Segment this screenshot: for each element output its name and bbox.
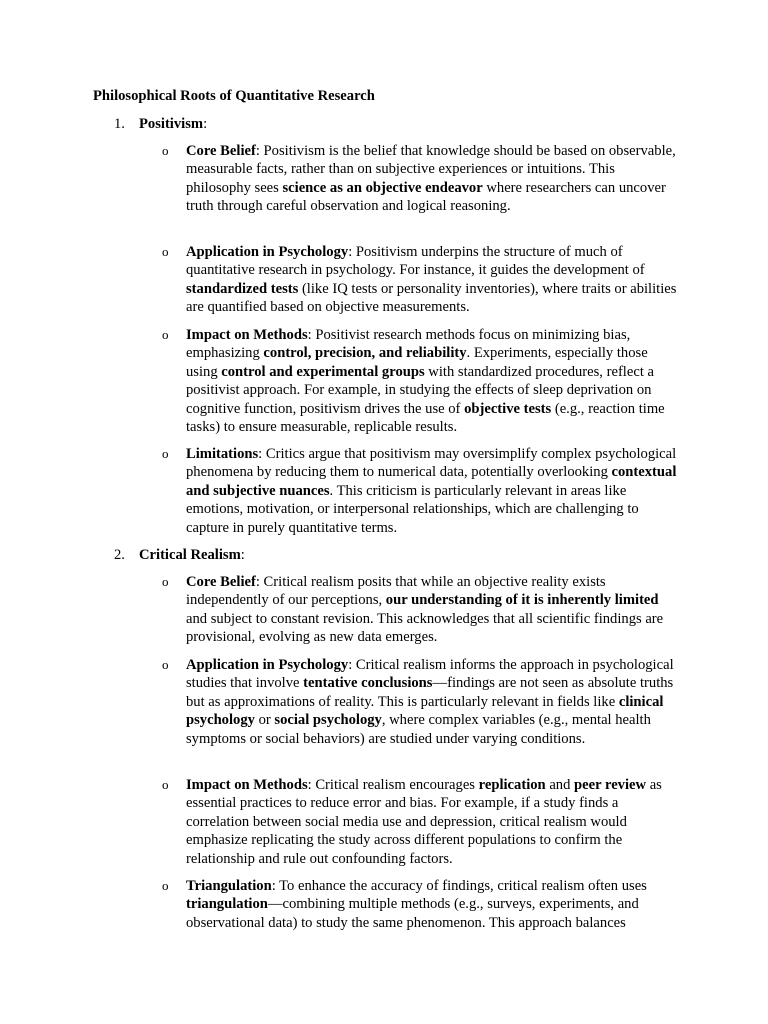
item-emphasis: our understanding of it is inherently limited bbox=[385, 592, 659, 609]
item-text: . This criticism is particularly relevant in areas like emotions, motivation, or interpersonal relationships, which are challenging to capture in purely quantitative terms. bbox=[186, 482, 639, 536]
item-text: —combining multiple methods (e.g., surveys, experiments, and observational data) to study the same phenomenon. This approach balances bbox=[186, 896, 639, 931]
bullet-marker: o bbox=[162, 574, 169, 589]
item-emphasis: tentative conclusions bbox=[303, 675, 433, 692]
item-text: as essential practices to reduce error and bias. For example, if a study finds a correlation between social media use and depression, critical realism would emphasize replicating the study across different populations to confirm the relationship and rule out confounding factors. bbox=[186, 777, 662, 867]
item-emphasis: social psychology bbox=[274, 712, 382, 729]
item-text: : Critical realism posits that while an objective reality exists independently of our perceptions, bbox=[186, 574, 606, 609]
item-heading: Core Belief bbox=[186, 574, 256, 590]
item-text: , where complex variables (e.g., mental health symptoms or social behaviors) are studied under varying conditions. bbox=[186, 712, 651, 747]
item-emphasis: science as an objective endeavor bbox=[282, 179, 483, 196]
section-heading-critical-realism bbox=[114, 546, 245, 564]
bullet-marker: o bbox=[162, 446, 169, 461]
item-text: (like IQ tests or personality inventories), where traits or abilities are quantified based on objective measurements. bbox=[186, 280, 677, 316]
section-heading-positivism bbox=[114, 115, 207, 133]
item-emphasis: objective tests bbox=[464, 400, 552, 417]
item-heading: Impact on Methods bbox=[186, 327, 308, 343]
item-text: : To enhance the accuracy of findings, critical realism often uses bbox=[271, 878, 647, 894]
bullet-marker: o bbox=[162, 657, 169, 672]
bullet-marker: o bbox=[162, 244, 169, 259]
item-heading: Application in Psychology bbox=[186, 244, 349, 260]
item-text: and bbox=[545, 777, 575, 793]
list-item bbox=[162, 243, 678, 317]
item-emphasis: control, precision, and reliability bbox=[263, 345, 467, 362]
item-emphasis: clinical psychology bbox=[186, 693, 664, 729]
item-text: (e.g., reaction time tasks) to ensure measurable, replicable results. bbox=[186, 400, 665, 436]
section-name: Positivism bbox=[139, 116, 204, 132]
list-item bbox=[162, 142, 678, 216]
document-title: Philosophical Roots of Quantitative Research bbox=[93, 88, 375, 104]
list-item bbox=[162, 326, 678, 436]
list-item bbox=[162, 776, 678, 868]
item-heading: Application in Psychology bbox=[186, 657, 349, 673]
section-number: 1. bbox=[114, 116, 125, 132]
item-emphasis: standardized tests bbox=[186, 280, 299, 297]
bullet-marker: o bbox=[162, 777, 169, 792]
item-text: : Positivism underpins the structure of much of quantitative research in psychology. For instance, it guides the development of bbox=[186, 244, 645, 279]
item-text: : Critical realism encourages bbox=[307, 777, 479, 793]
item-emphasis: triangulation bbox=[186, 896, 268, 913]
section-colon: : bbox=[240, 547, 245, 563]
item-heading: Core Belief bbox=[186, 143, 256, 159]
item-text: or bbox=[254, 712, 275, 729]
item-heading: Impact on Methods bbox=[186, 777, 308, 793]
item-emphasis: contextual and subjective nuances bbox=[186, 464, 677, 499]
list-item bbox=[162, 445, 678, 537]
item-emphasis: control and experimental groups bbox=[221, 363, 425, 380]
bullet-marker: o bbox=[162, 143, 169, 158]
item-text: : Critics argue that positivism may oversimplify complex psychological phenomena by reducing them to numerical data, potentially overlooking bbox=[186, 446, 677, 481]
list-item bbox=[162, 656, 678, 748]
bullet-marker: o bbox=[162, 327, 169, 342]
section-colon: : bbox=[203, 116, 208, 132]
list-item bbox=[162, 573, 678, 647]
bullet-marker: o bbox=[162, 878, 169, 893]
section-number: 2. bbox=[114, 547, 125, 563]
section-name: Critical Realism bbox=[139, 547, 241, 563]
item-text: : Critical realism informs the approach in psychological studies that involve bbox=[186, 657, 674, 692]
item-heading: Triangulation bbox=[186, 878, 272, 894]
item-text: where researchers can uncover truth through careful observation and logical reasoning. bbox=[186, 179, 666, 215]
item-text: —findings are not seen as absolute truths but as approximations of reality. This is particularly relevant in fields like bbox=[186, 675, 674, 710]
item-text: : Positivist research methods focus on minimizing bias, emphasizing bbox=[186, 327, 631, 362]
item-emphasis: peer review bbox=[574, 777, 647, 793]
item-text: : Positivism is the belief that knowledge should be based on observable, measurable facts, rather than on subjective experiences or intuitions. This philosophy sees bbox=[186, 143, 676, 196]
item-text: with standardized procedures, reflect a positivist approach. For example, in studying the effects of sleep deprivation on cognitive function, positivism drives the use of bbox=[186, 363, 654, 417]
item-text: . Experiments, especially those using bbox=[186, 345, 648, 380]
item-heading: Limitations bbox=[186, 446, 259, 462]
item-emphasis: replication bbox=[478, 777, 546, 793]
item-text: and subject to constant revision. This acknowledges that all scientific findings are provisional, evolving as new data emerges. bbox=[186, 610, 664, 646]
list-item bbox=[162, 877, 678, 932]
